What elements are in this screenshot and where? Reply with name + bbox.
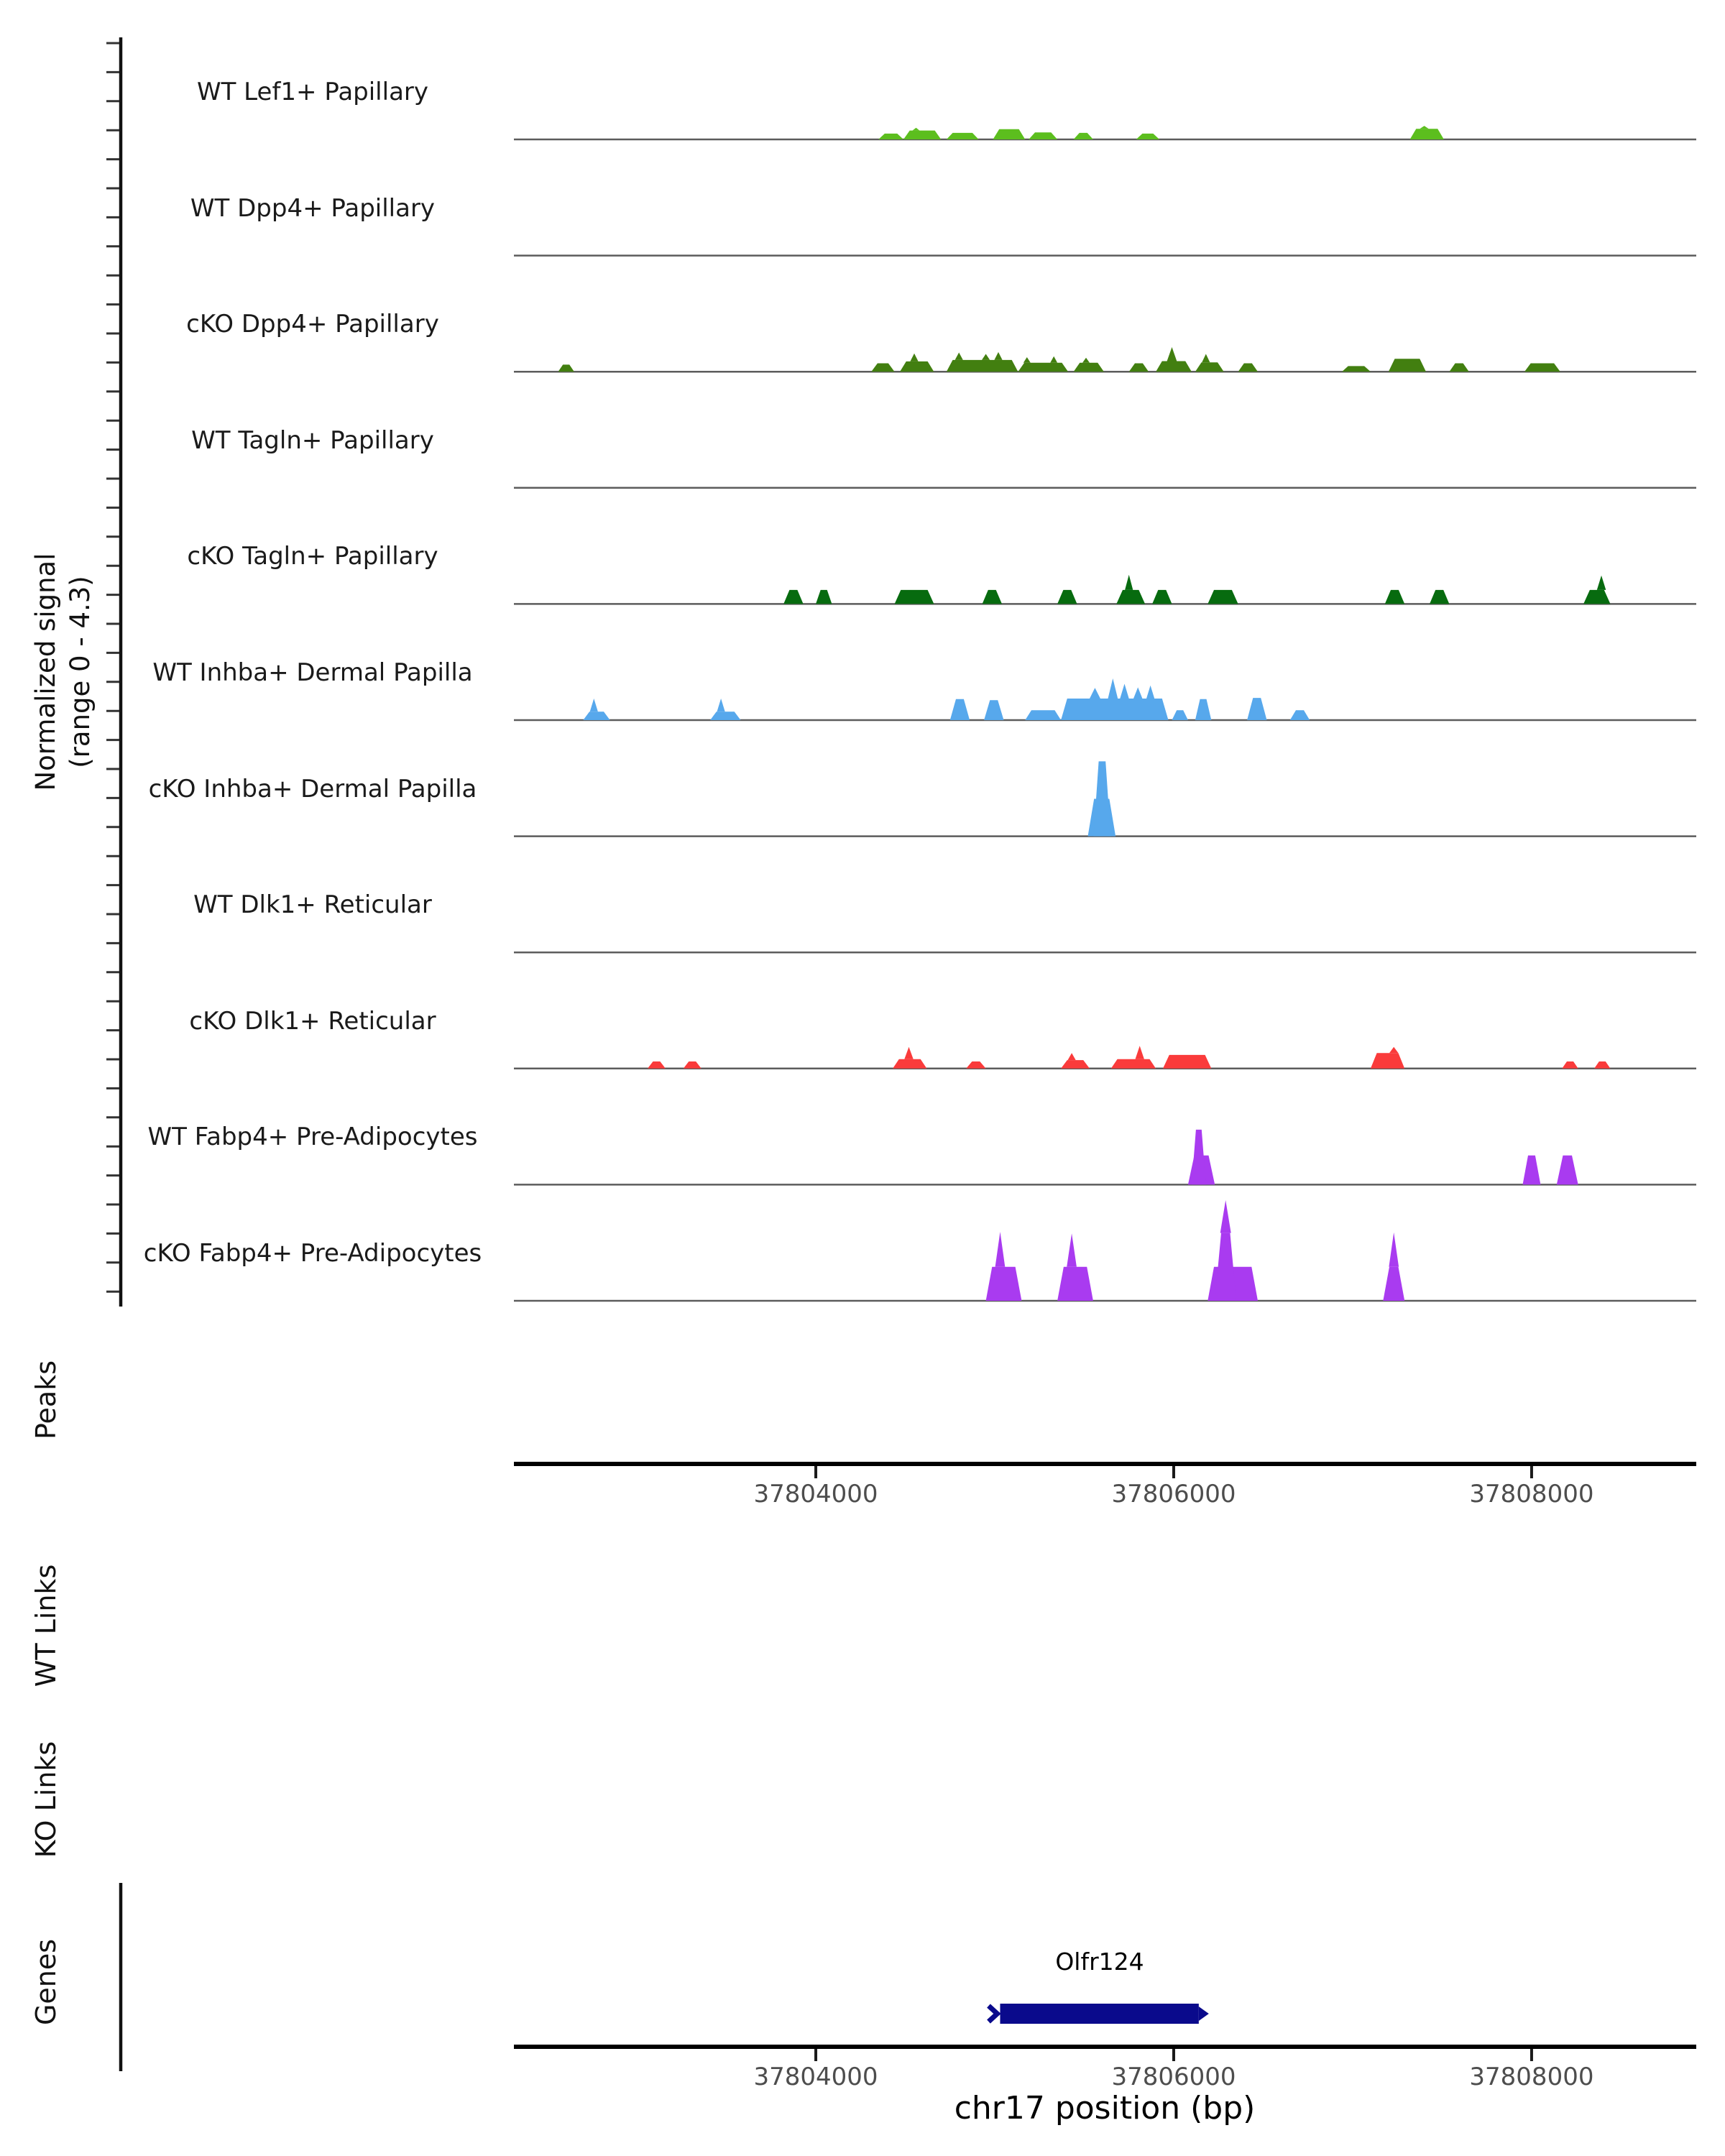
signal-peak [966, 1061, 985, 1069]
track-label: WT Fabp4+ Pre-Adipocytes [147, 1123, 478, 1152]
signal-peak [1074, 363, 1104, 372]
signal-spike [1090, 688, 1100, 699]
signal-spike [910, 354, 918, 361]
signal-peak [1215, 1233, 1236, 1301]
signal-spike [1389, 1233, 1399, 1267]
signal-spike [1597, 576, 1606, 590]
signal-peak [1524, 364, 1560, 372]
signal-peak [1152, 590, 1172, 604]
x-axis-title: chr17 position (bp) [954, 2090, 1256, 2127]
position-axis-tick-label: 37808000 [1469, 2063, 1594, 2091]
signal-peak [903, 131, 941, 139]
signal-peak [1342, 366, 1371, 372]
signal-peak [1410, 129, 1444, 139]
gene-label: Olfr124 [1055, 1948, 1144, 1976]
signal-peak [1247, 698, 1266, 720]
signal-spike [995, 1232, 1006, 1267]
gene-end-arrowhead-icon [1199, 2007, 1209, 2021]
signal-spike [1167, 347, 1177, 361]
signal-peak [983, 590, 1002, 604]
signal-peak [1449, 364, 1468, 372]
section-label-wt-links: WT Links [30, 1564, 62, 1687]
position-axis-tick-label: 37806000 [1111, 2063, 1236, 2091]
signal-peak [1111, 1059, 1156, 1069]
signal-spike [1108, 678, 1118, 699]
signal-spike [1024, 357, 1031, 363]
signal-peak [1116, 590, 1145, 604]
signal-spike [955, 353, 963, 360]
signal-peak [947, 360, 1018, 372]
signal-spike [1389, 1047, 1399, 1054]
signal-peak [1057, 1267, 1093, 1301]
track-label: WT Lef1+ Papillary [196, 78, 429, 106]
signal-peak [984, 700, 1003, 720]
signal-peak [816, 590, 832, 604]
signal-peak [1163, 1055, 1211, 1069]
signal-peak [1156, 361, 1192, 372]
signal-peak [993, 129, 1026, 139]
track-label: WT Dlk1+ Reticular [193, 890, 432, 920]
signal-spike [982, 354, 990, 360]
signal-peak [1195, 699, 1211, 720]
signal-spike [1068, 1053, 1076, 1060]
signal-peak [1129, 364, 1149, 372]
signal-peak [893, 1059, 926, 1069]
track-label: cKO Tagln+ Papillary [187, 542, 438, 571]
signal-spike [1120, 684, 1128, 699]
signal-peak [1029, 132, 1057, 139]
signal-peak [684, 1061, 702, 1069]
track-label: cKO Dlk1+ Reticular [189, 1006, 436, 1036]
signal-peak [1523, 1156, 1541, 1185]
position-axis-tick-label: 37804000 [753, 2063, 878, 2091]
signal-spike [913, 128, 920, 131]
signal-peak [1172, 710, 1188, 720]
signal-spike [1067, 1233, 1077, 1267]
gene-direction-arrow-icon [988, 2006, 997, 2022]
signal-peak [648, 1061, 666, 1069]
signal-spike [904, 1047, 913, 1059]
signal-peak [783, 590, 803, 604]
signal-peak [900, 361, 934, 372]
signal-peak [1061, 699, 1168, 720]
peaks-axis-tick-label: 37804000 [753, 1480, 878, 1508]
signal-spike [590, 699, 598, 711]
signal-spike [1420, 126, 1429, 129]
signal-peak [1371, 1053, 1404, 1069]
signal-peak [1238, 364, 1258, 372]
signal-peak [1385, 590, 1404, 604]
signal-peak [1136, 134, 1159, 139]
signal-peak [947, 133, 979, 139]
signal-peak [1594, 1061, 1610, 1069]
signal-spike [1202, 354, 1210, 363]
signal-peak [1208, 590, 1238, 604]
y-axis-label-line2: (range 0 - 4.3) [65, 576, 96, 768]
peaks-axis-tick-label: 37808000 [1469, 1480, 1594, 1508]
signal-peak [583, 711, 610, 720]
track-label: cKO Inhba+ Dermal Papilla [148, 774, 477, 803]
signal-peak [1290, 710, 1310, 720]
signal-peak [1562, 1061, 1578, 1069]
section-label-genes: Genes [30, 1938, 62, 2026]
signal-peak [1018, 363, 1068, 372]
signal-peak [1061, 1060, 1090, 1069]
signal-peak [558, 364, 574, 372]
signal-spike [1050, 356, 1057, 363]
signal-peak [986, 1267, 1022, 1301]
signal-peak [1057, 590, 1077, 604]
signal-spike [1146, 686, 1154, 699]
signal-peak [1430, 590, 1449, 604]
signal-peak [1557, 1156, 1578, 1185]
signal-peak [1389, 359, 1426, 372]
signal-peak [1074, 133, 1093, 139]
signal-spike [994, 352, 1002, 360]
y-axis-label [29, 553, 98, 791]
track-label: cKO Fabp4+ Pre-Adipocytes [143, 1239, 482, 1268]
gene-body [1000, 2004, 1198, 2024]
signal-peak [1025, 710, 1061, 720]
signal-peak [1383, 1267, 1404, 1301]
signal-spike [1220, 1200, 1231, 1233]
signal-peak [895, 590, 934, 604]
track-label: WT Inhba+ Dermal Papilla [152, 658, 473, 687]
track-label: WT Dpp4+ Papillary [190, 193, 436, 223]
signal-peak [710, 711, 740, 720]
signal-spike [717, 699, 725, 711]
signal-spike [1136, 1046, 1144, 1059]
signal-peak [871, 364, 894, 372]
track-label: WT Tagln+ Papillary [191, 425, 434, 455]
signal-peak [950, 699, 970, 720]
track-label: cKO Dpp4+ Papillary [186, 310, 439, 339]
signal-peak [1195, 362, 1224, 372]
section-label-peaks: Peaks [30, 1360, 62, 1440]
signal-spike [1082, 358, 1090, 363]
y-axis-label-line1: Normalized signal [30, 553, 61, 791]
peaks-axis-tick-label: 37806000 [1111, 1480, 1236, 1508]
signal-spike [1125, 575, 1133, 590]
section-label-ko-links: KO Links [30, 1741, 62, 1858]
signal-peak [1583, 590, 1610, 604]
signal-peak [878, 134, 903, 139]
signal-spike [1133, 687, 1142, 699]
